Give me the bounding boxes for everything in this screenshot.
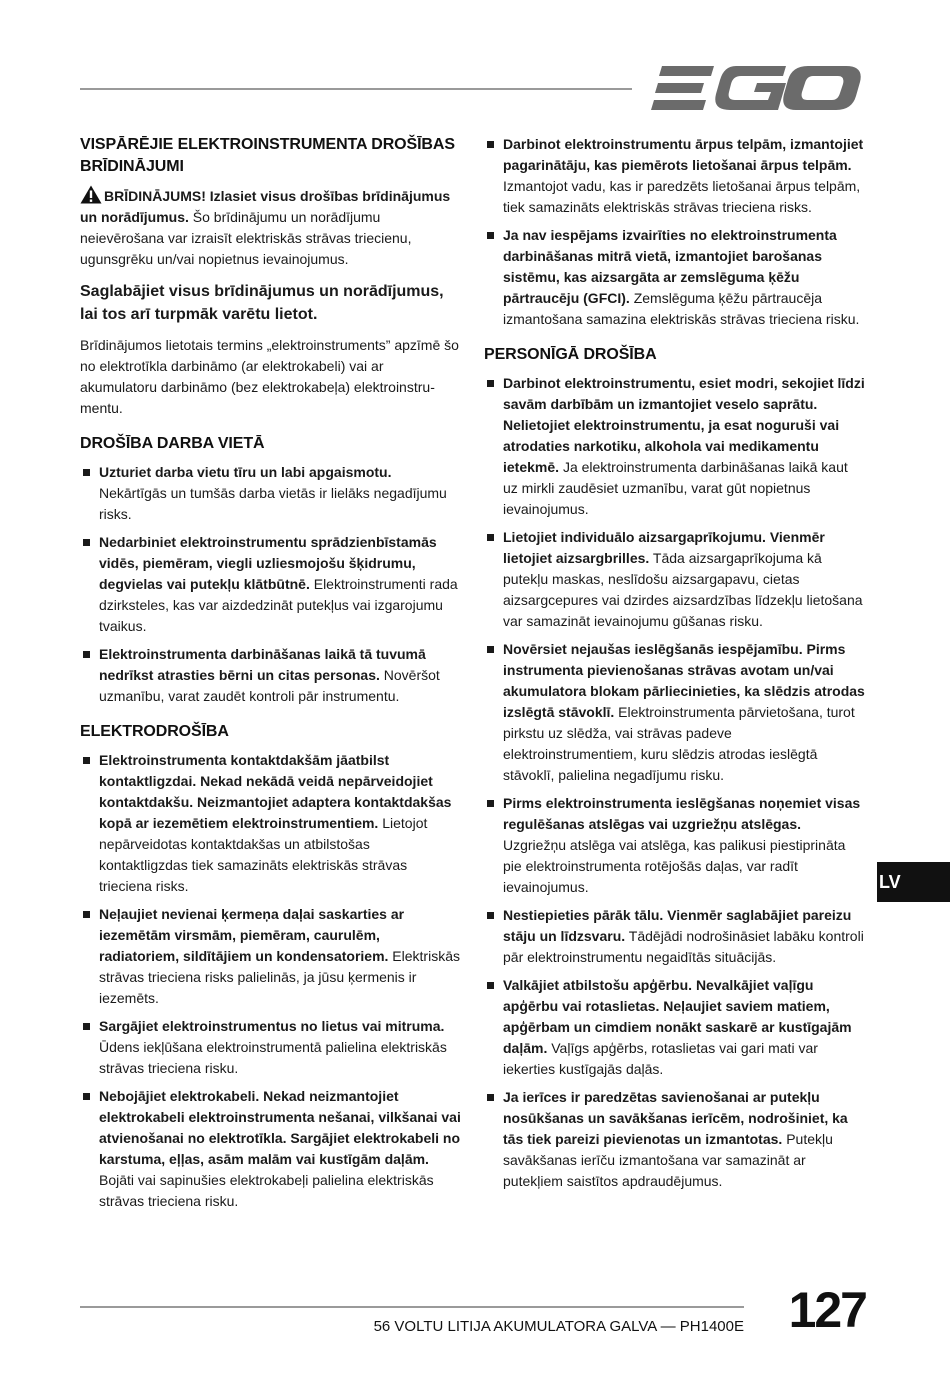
- bullet-square-icon: [487, 982, 494, 989]
- item-bold: Nestiepieties pārāk tālu. Vienmēr saglabājiet pareizu stāju un līdzsvaru.: [503, 907, 852, 944]
- bullet-square-icon: [83, 469, 90, 476]
- bullet-square-icon: [83, 1093, 90, 1100]
- header-rule: [80, 88, 632, 90]
- personal-heading: PERSONĪGĀ DROŠĪBA: [484, 346, 657, 363]
- electrical-heading: ELEKTRODROŠĪBA: [80, 723, 229, 740]
- left-column: [80, 134, 462, 1219]
- item-text: Ūdens iekļūšana elektroinstrumentā palielina elektriskās strāvas trieciena risku.: [99, 1039, 447, 1076]
- item-bold: Novērsiet nejaušas ieslēgšanās iespējamību. Pirms instrumenta pievienošanas strāvas avotam un/vai akumulatora blokam pārliecinieties, ka slēdzis atrodas izslēgtā stāvoklī.: [503, 641, 865, 720]
- bullet-square-icon: [83, 911, 90, 918]
- electrical-list: [80, 750, 462, 1212]
- item-text: Izmantojot vadu, kas ir paredzēts lietošanai ārpus telpām, tiek samazināts elektriskās strāvas trieciena risks.: [503, 178, 861, 215]
- item-bold: Nedarbiniet elektroinstrumentu sprādzienbīstamās vidēs, piemēram, viegli uzliesmojošu šķidrumu, degvielas vai putekļu klātbūtnē.: [99, 534, 437, 592]
- list-item: [80, 1016, 462, 1079]
- work-area-list: [80, 462, 462, 707]
- list-item: [484, 134, 866, 218]
- list-item: [484, 527, 866, 632]
- item-text: Tāda aizsargaprīkojuma kā putekļu maskas, neslīdošu aizsargapavu, cietas aizsargcepures vai dzirdes aizsardzības līdzekļu lietošana var samazināt ievainojumu gūšanas risku.: [503, 550, 863, 629]
- list-item: [484, 373, 866, 520]
- item-text: Elektriskās strāvas trieciena risks palielinās, ja jūsu ķermenis ir iezemēts.: [99, 948, 460, 1006]
- item-text: Lietojot nepārveidotas kontaktdakšas un atbilstošas kontaktligzdas tiek samazināts elektriskās strāvas trieciena risks.: [99, 815, 428, 894]
- item-text: Ja elektroinstrumenta darbināšanas laikā kaut uz mirkli zaudēsiet uzmanību, varat gūt nopietnus ievainojumus.: [503, 459, 848, 517]
- bullet-square-icon: [83, 1023, 90, 1030]
- list-item: [484, 225, 866, 330]
- item-bold: Uzturiet darba vietu tīru un labi apgaismotu.: [99, 464, 392, 480]
- item-text: Uzgriežņu atslēga vai atslēga, kas palikusi piestiprināta pie elektroinstrumenta rotējošās daļas, var radīt ievainojumus.: [503, 837, 846, 895]
- list-item: [80, 904, 462, 1009]
- work-area-heading: DROŠĪBA DARBA VIETĀ: [80, 435, 265, 452]
- item-bold: Ja ierīces ir paredzētas savienošanai ar putekļu nosūkšanas un savākšanas ierīcēm, nodrošiniet, ka tās tiek pareizi pievienotas un izmantotas.: [503, 1089, 848, 1147]
- item-text: Elektroinstrumenta pārvietošana, turot pirkstu uz slēdža, vai strāvas padeve elektroinstrumentiem, kuru slēdzis atrodas ieslēgtā stāvoklī, palielina negadījumu risku.: [503, 704, 855, 783]
- list-item: [80, 532, 462, 637]
- right-column: [484, 134, 866, 1199]
- bullet-square-icon: [487, 646, 494, 653]
- warning-text: Šo brīdinājumu un norādījumu neievērošana var izraisīt elektriskās strāvas triecienu, ugunsgrēku un/vai nopietnus ievainojumus.: [80, 209, 412, 267]
- page-number: 127: [788, 1282, 866, 1338]
- item-text: Vaļīgs apģērbs, rotaslietas vai gari mati var iekerties kustīgajās daļās.: [503, 1040, 818, 1077]
- footer-title: 56 VOLTU LITIJA AKUMULATORA GALVA — PH1400E: [373, 1318, 744, 1335]
- item-text: Elektroinstrumenti rada dzirksteles, kas var aizdedzināt putekļus vai izgarojumu tvaikus.: [99, 576, 458, 634]
- item-text: Novēršot uzmanību, varat zaudēt kontroli pār instrumentu.: [99, 667, 440, 704]
- warning-triangle-icon: [80, 185, 102, 204]
- list-item: [484, 793, 866, 898]
- item-text: Tādējādi nodrošināsiet labāku kontroli pār elektroinstrumentu negaidītās situācijās.: [503, 928, 864, 965]
- bullet-square-icon: [83, 757, 90, 764]
- item-text: Bojāti vai sapinušies elektrokabeļi palielina elektriskās strāvas trieciena risku.: [99, 1172, 434, 1209]
- item-text: Zemslēguma ķēžu pārtraucēja izmantošana samazina elektriskās strāvas trieciena risku.: [503, 290, 860, 327]
- language-tab: LV: [877, 862, 950, 902]
- item-bold: Darbinot elektroinstrumentu, esiet modri, sekojiet līdzi savām darbībām un izmantojiet veselo saprātu. Nelietojiet elektroinstrumentu, ja esat noguruši vai atrodaties narkotiku, alkohola vai medikamentu ietekmē.: [503, 375, 865, 475]
- save-instructions: Saglabājiet visus brīdinājumus un norādījumus, lai tos arī turpmāk varētu lietot.: [80, 283, 444, 323]
- item-bold: Neļaujiet nevienai ķermeņa daļai saskarties ar iezemētām virsmām, piemēram, caurulēm, radiatoriem, sildītājiem un kondensatoriem.: [99, 906, 405, 964]
- warning-label: BRĪDINĀJUMS!: [104, 188, 206, 204]
- list-item: [484, 905, 866, 968]
- bullet-square-icon: [487, 380, 494, 387]
- list-item: [484, 1087, 866, 1192]
- bullet-square-icon: [487, 912, 494, 919]
- item-bold: Sargājiet elektroinstrumentus no lietus vai mitruma.: [99, 1018, 445, 1034]
- personal-list: [484, 373, 866, 1192]
- bullet-square-icon: [487, 1094, 494, 1101]
- list-item: [80, 462, 462, 525]
- item-bold: Nebojājiet elektrokabeli. Nekad neizmantojiet elektrokabeli elektroinstrumenta nešanai, vilkšanai vai atvienošanai no elektrotīkla. Sargājiet elektrokabeli no karstuma, eļļas, asām malām vai kustīgām daļām.: [99, 1088, 461, 1167]
- main-heading: VISPĀRĒJIE ELEKTROINSTRUMENTA DROŠĪBAS BRĪDINĀJUMI: [80, 136, 455, 175]
- item-bold: Valkājiet atbilstošu apģērbu. Nevalkājiet vaļīgu apģērbu vai rotaslietas. Neļaujiet saviem matiem, apģērbam un cimdiem nonākt saskarē ar kustīgajām daļām.: [503, 977, 852, 1056]
- item-bold: Darbinot elektroinstrumentu ārpus telpām, izmantojiet pagarinātāju, kas piemērots lietošanai ārpus telpām.: [503, 136, 864, 173]
- item-bold: Elektroinstrumenta kontaktdakšām jāatbilst kontaktligzdai. Nekad nekādā veidā nepārveidojiet kontaktdakšu. Neizmantojiet adaptera kontaktdakšas kopā ar iezemētiem elektroinstrumentiem.: [99, 752, 452, 831]
- definition-paragraph: Brīdinājumos lietotais termins „elektroinstruments” apzīmē šo no elektrotīkla darbināmo (ar elektrokabeli) vai ar akumulatoru darbināmo (bez elektrokabeļa) elektroinstrumentu.: [80, 337, 459, 416]
- list-item: [484, 639, 866, 786]
- item-bold: Ja nav iespējams izvairīties no elektroinstrumenta darbināšanas mitrā vietā, izmantojiet barošanas sistēmu, kas aizsargāta ar zemslēguma ķēžu pārtraucēju (GFCI).: [503, 227, 837, 306]
- bullet-square-icon: [487, 534, 494, 541]
- item-text: Nekārtīgās un tumšās darba vietās ir lielāks negadījumu risks.: [99, 485, 447, 522]
- warning-paragraph: [80, 185, 462, 270]
- bullet-square-icon: [487, 232, 494, 239]
- outdoor-list: [484, 134, 866, 330]
- bullet-square-icon: [487, 141, 494, 148]
- bullet-square-icon: [83, 539, 90, 546]
- bullet-square-icon: [487, 800, 494, 807]
- item-bold: Lietojiet individuālo aizsargaprīkojumu. Vienmēr lietojiet aizsargbrilles.: [503, 529, 825, 566]
- item-bold: Elektroinstrumenta darbināšanas laikā tā tuvumā nedrīkst atrasties bērni un citas personas.: [99, 646, 426, 683]
- bullet-square-icon: [83, 651, 90, 658]
- list-item: [80, 750, 462, 897]
- footer-rule: [80, 1306, 744, 1308]
- item-bold: Pirms elektroinstrumenta ieslēgšanas noņemiet visas regulēšanas atslēgas vai uzgriežņu atslēgas.: [503, 795, 861, 832]
- item-text: Putekļu savākšanas ierīču izmantošana var samazināt ar putekļiem saistītos apdraudējumus.: [503, 1131, 833, 1189]
- list-item: [80, 644, 462, 707]
- ego-logo: [650, 62, 862, 114]
- list-item: [80, 1086, 462, 1212]
- warning-bold-text: Izlasiet visus drošības brīdinājumus un norādījumus.: [80, 188, 451, 225]
- list-item: [484, 975, 866, 1080]
